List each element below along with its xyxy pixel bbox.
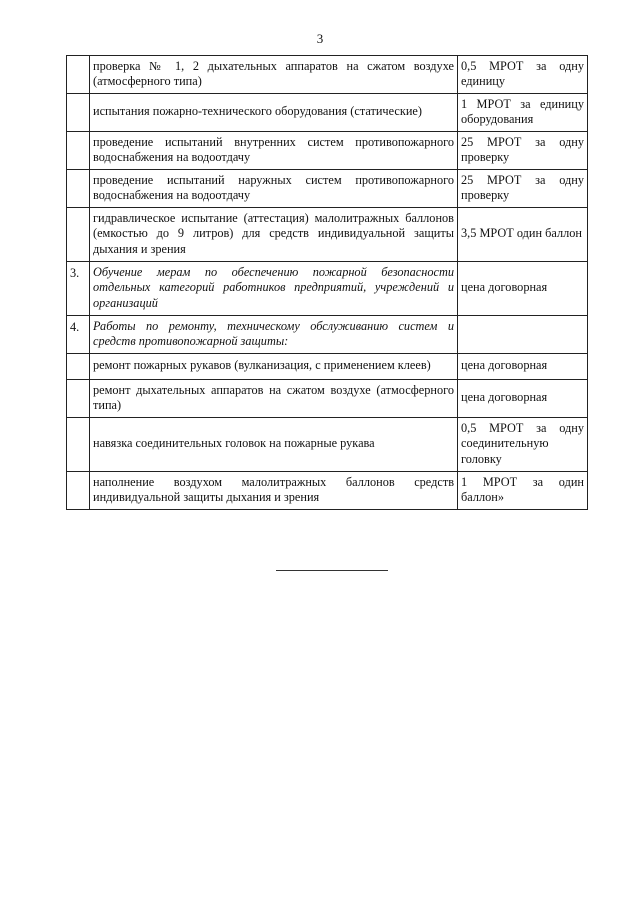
service-price xyxy=(458,316,588,354)
row-number xyxy=(67,132,90,170)
row-number xyxy=(67,472,90,510)
table-row xyxy=(67,354,588,380)
service-description: навязка соединительных головок на пожарные рукава xyxy=(90,418,458,472)
section-title: Работы по ремонту, техническому обслуживанию систем и средств противопожарной защиты: xyxy=(90,316,458,354)
end-rule xyxy=(276,570,388,571)
service-price: 1 МРОТ за единицу оборудования xyxy=(458,94,588,132)
service-price: 1 МРОТ за один баллон» xyxy=(458,472,588,510)
service-price: цена договорная xyxy=(458,262,588,316)
service-price: 0,5 МРОТ за одну единицу xyxy=(458,56,588,94)
table-row xyxy=(67,56,588,94)
row-number: 3. xyxy=(67,262,90,316)
row-number xyxy=(67,208,90,262)
service-price: 0,5 МРОТ за одну соединительную головку xyxy=(458,418,588,472)
row-number xyxy=(67,418,90,472)
row-number xyxy=(67,170,90,208)
service-price: 25 МРОТ за одну проверку xyxy=(458,170,588,208)
service-description: гидравлическое испытание (аттестация) малолитражных баллонов (емкостью до 9 литров) для средств индивидуальной защиты дыхания и зрения xyxy=(90,208,458,262)
section-title: Обучение мерам по обеспечению пожарной безопасности отдельных категорий работников предприятий, учреждений и организаций xyxy=(90,262,458,316)
row-number xyxy=(67,56,90,94)
service-price: цена договорная xyxy=(458,354,588,380)
service-price: 3,5 МРОТ один баллон xyxy=(458,208,588,262)
service-description: проведение испытаний внутренних систем противопожарного водоснабжения на водоотдачу xyxy=(90,132,458,170)
row-number xyxy=(67,94,90,132)
service-price: цена договорная xyxy=(458,380,588,418)
service-description: испытания пожарно-технического оборудования (статические) xyxy=(90,94,458,132)
table-row xyxy=(67,472,588,510)
table-body xyxy=(67,56,588,510)
table-row xyxy=(67,208,588,262)
table-row xyxy=(67,316,588,354)
table-row xyxy=(67,132,588,170)
table-row xyxy=(67,380,588,418)
table-row xyxy=(67,262,588,316)
row-number xyxy=(67,380,90,418)
service-price: 25 МРОТ за одну проверку xyxy=(458,132,588,170)
page-number: 3 xyxy=(316,31,324,46)
row-number: 4. xyxy=(67,316,90,354)
table-row xyxy=(67,170,588,208)
row-number xyxy=(67,354,90,380)
service-description: проверка № 1, 2 дыхательных аппаратов на сжатом воздухе (атмосферного типа) xyxy=(90,56,458,94)
table-row xyxy=(67,94,588,132)
service-description: ремонт дыхательных аппаратов на сжатом воздухе (атмосферного типа) xyxy=(90,380,458,418)
service-description: наполнение воздухом малолитражных баллонов средств индивидуальной защиты дыхания и зрения xyxy=(90,472,458,510)
service-description: ремонт пожарных рукавов (вулканизация, с применением клеев) xyxy=(90,354,458,380)
price-table xyxy=(66,55,588,510)
table-row xyxy=(67,418,588,472)
service-description: проведение испытаний наружных систем противопожарного водоснабжения на водоотдачу xyxy=(90,170,458,208)
